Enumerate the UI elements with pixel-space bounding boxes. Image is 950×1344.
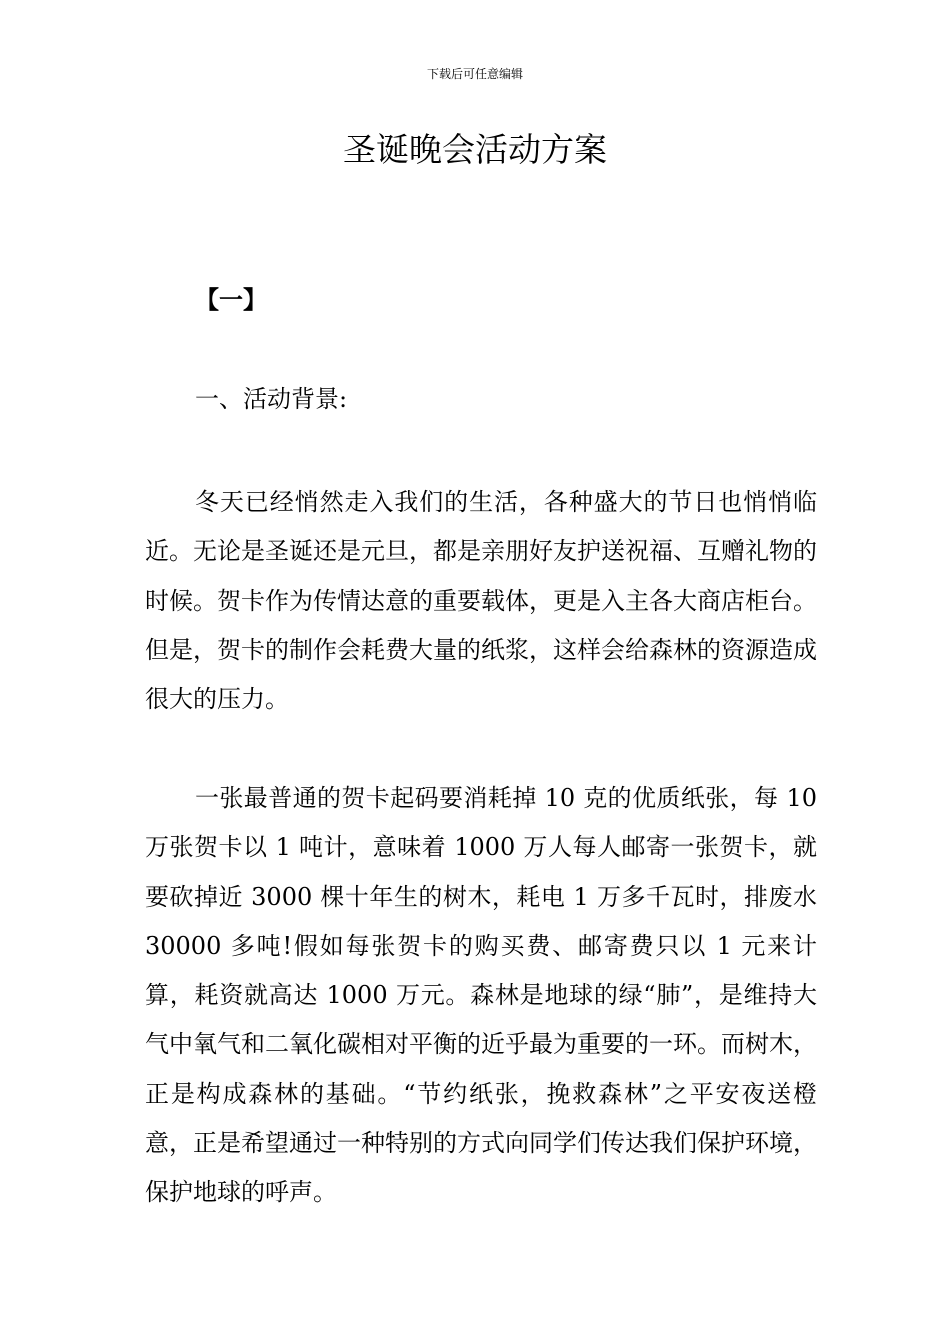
paragraph-background-1: 冬天已经悄然走入我们的生活，各种盛大的节日也悄悄临近。无论是圣诞还是元旦，都是亲朋好友护送祝福、互赠礼物的时候。贺卡作为传情达意的重要载体，更是入主各大商店柜台。但是，贺卡的制作会耗费大量的纸浆，这样会给森林的资源造成很大的压力。 xyxy=(145,488,817,714)
section-subheading: 一、活动背景: xyxy=(195,385,348,413)
document-title: 圣诞晚会活动方案 xyxy=(343,130,607,169)
header-note: 下载后可任意编辑 xyxy=(426,67,523,81)
paragraph-background-2: 一张最普通的贺卡起码要消耗掉 10 克的优质纸张，每 10 万张贺卡以 1 吨计，意味着 1000 万人每人邮寄一张贺卡，就要砍掉近 3000 棵十年生的树木，耗电 1 万多千瓦时，排废水 30000 多吨!假如每张贺卡的购买费、邮寄费只以 1 元来计算，耗资就高达 1000 万元。森林是地球的绿“肺”，是维持大气中氧气和二氧化碳相对平衡的近乎最为重要的一环。而树木，正是构成森林的基础。“节约纸张，挽救森林”之平安夜送橙意，正是希望通过一种特别的方式向同学们传达我们保护环境，保护地球的呼声。 xyxy=(145,784,817,1207)
section-label: 【一】 xyxy=(195,286,267,314)
